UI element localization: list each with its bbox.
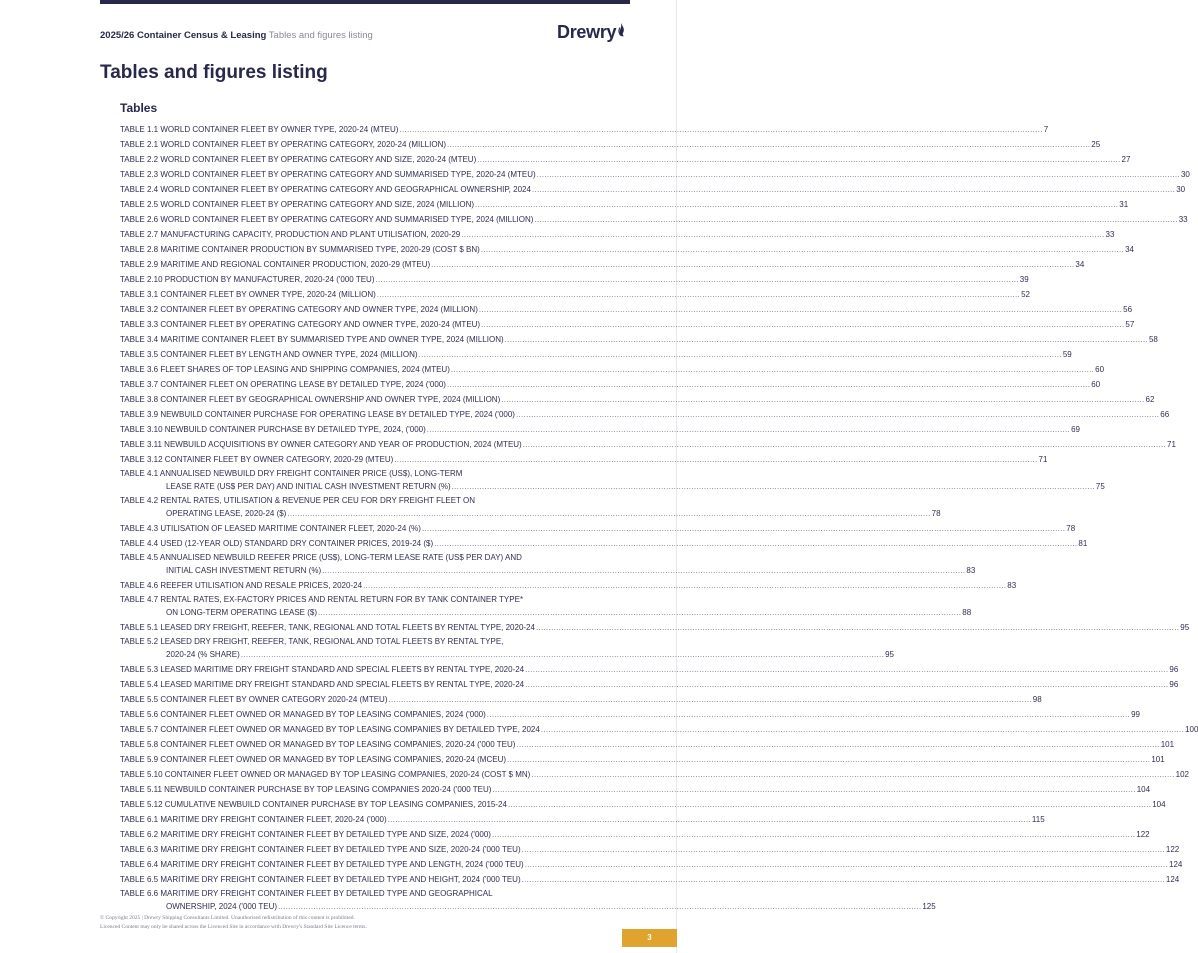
dot-leader [419,347,1062,362]
section-title: Tables and figures listing [268,30,373,41]
toc-entry-row [120,812,1045,827]
toc-entry-title: TABLE 5.3 LEASED MARITIME DRY FREIGHT STANDARD AND SPECIAL FLEETS BY RENTAL TYPE, 2020-24 [120,665,525,674]
toc-entry-title: TABLE 2.8 MARITIME CONTAINER PRODUCTION BY SUMMARISED TYPE, 2020-29 (COST $ BN) [120,245,480,254]
dot-leader [523,437,1166,452]
toc-page-number: 39 [1019,275,1029,284]
toc-entry-row [120,302,1133,317]
dot-leader [536,620,1179,635]
toc-entry-title: TABLE 1.1 WORLD CONTAINER FLEET BY OWNER TYPE, 2020-24 (MTEU) [120,125,399,134]
toc-entry-row [120,677,1179,692]
toc-entry-title: TABLE 3.12 CONTAINER FLEET BY OWNER CATEGORY, 2020-29 (MTEU) [120,455,394,464]
toc-page-number: 66 [1160,410,1170,419]
dot-leader [516,737,1159,752]
toc-page-number: 7 [1043,125,1049,134]
dot-leader [399,122,1042,137]
toc-entry[interactable] [120,362,1105,377]
toc-page-number: 71 [1167,440,1176,449]
toc-page-number: 100 [1185,725,1198,734]
toc-entry[interactable] [120,578,1017,593]
toc-entry[interactable] [120,272,1029,287]
dot-leader [388,692,1031,707]
toc-entry-row [120,737,1175,752]
toc-entry-row [120,227,1115,242]
dot-leader [501,392,1144,407]
toc-entry-title: TABLE 3.3 CONTAINER FLEET BY OPERATING CATEGORY AND OWNER TYPE, 2020-24 (MTEU) [120,320,481,329]
toc-entry-title: TABLE 6.3 MARITIME DRY FREIGHT CONTAINER FLEET BY DETAILED TYPE AND SIZE, 2020-24 ('000 TEU) [120,845,521,854]
toc-entry-title: TABLE 5.4 LEASED MARITIME DRY FREIGHT STANDARD AND SPECIAL FLEETS BY RENTAL TYPE, 2020-24 [120,680,525,689]
dot-leader [487,707,1130,722]
toc-entry-title: TABLE 2.3 WORLD CONTAINER FLEET BY OPERATING CATEGORY AND SUMMARISED TYPE, 2020-24 (MTEU) [120,170,536,179]
toc-entry-title: OPERATING LEASE, 2020-24 ($) [166,509,287,518]
toc-entry-title: TABLE 2.1 WORLD CONTAINER FLEET BY OPERATING CATEGORY, 2020-24 (MILLION) [120,140,447,149]
toc-entry[interactable] [120,857,1183,872]
dot-leader [532,182,1175,197]
toc-entry[interactable] [120,842,1180,857]
toc-entry-title: TABLE 5.11 NEWBUILD CONTAINER PURCHASE BY TOP LEASING COMPANIES 2020-24 ('000 TEU) [120,785,492,794]
toc-entry-title: TABLE 3.8 CONTAINER FLEET BY GEOGRAPHICAL OWNERSHIP AND OWNER TYPE, 2024 (MILLION) [120,395,501,404]
dot-leader [505,332,1148,347]
toc-entry[interactable] [120,437,1176,452]
dot-leader [431,257,1074,272]
toc-entry-title: 2020-24 (% SHARE) [166,650,240,659]
toc-entry[interactable] [120,257,1085,272]
toc-entry-title-line: TABLE 4.2 RENTAL RATES, UTILISATION & REVENUE PER CEU FOR DRY FREIGHT FLEET ON [120,496,476,505]
toc-entry-title: TABLE 3.7 CONTAINER FLEET ON OPERATING LEASE BY DETAILED TYPE, 2024 ('000) [120,380,446,389]
toc-page-number: 31 [1119,200,1129,209]
toc-entry-title: TABLE 5.7 CONTAINER FLEET OWNED OR MANAGED BY TOP LEASING COMPANIES BY DETAILED TYPE, 2024 [120,725,540,734]
toc-page-number: 101 [1151,755,1165,764]
dot-leader [287,507,930,520]
toc-entry-title: TABLE 5.5 CONTAINER FLEET BY OWNER CATEGORY 2020-24 (MTEU) [120,695,388,704]
dot-leader [388,812,1031,827]
dot-leader [475,197,1118,212]
logo-text: Drewry [557,22,617,42]
toc-entry-row [120,317,1135,332]
toc-entry-title: TABLE 2.2 WORLD CONTAINER FLEET BY OPERATING CATEGORY AND SIZE, 2020-24 (MTEU) [120,155,477,164]
toc-page-number: 57 [1125,320,1135,329]
toc-entry-row [120,452,1048,467]
toc-entry[interactable] [120,137,1101,152]
toc-entry-row [120,797,1166,812]
toc-page-number: 30 [1176,185,1186,194]
toc-page-number: 81 [1078,539,1088,548]
dot-leader [278,900,921,913]
drewry-logo [557,22,625,43]
dot-leader [525,857,1168,872]
toc-entry-row [120,182,1186,197]
toc-entry-row [120,872,1180,887]
toc-page-number: 95 [885,650,894,659]
toc-entry-row [120,407,1170,422]
toc-entry-title: TABLE 3.1 CONTAINER FLEET BY OWNER TYPE, 2020-24 (MILLION) [120,290,376,299]
toc-entry-title: TABLE 5.9 CONTAINER FLEET OWNED OR MANAGED BY TOP LEASING COMPANIES, 2020-24 (MCEU) [120,755,507,764]
toc-entry-title: LEASE RATE (US$ PER DAY) AND INITIAL CASH INVESTMENT RETURN (%) [166,482,451,491]
dot-leader [492,827,1135,842]
toc-entry-title: TABLE 3.9 NEWBUILD CONTAINER PURCHASE FOR OPERATING LEASE BY DETAILED TYPE, 2024 ('000) [120,410,515,419]
toc-entry-row [120,620,1190,635]
dot-leader [376,272,1019,287]
toc-entry[interactable] [120,242,1134,257]
toc-entry[interactable] [120,392,1155,407]
toc-entry-title: TABLE 5.10 CONTAINER FLEET OWNED OR MANAGED BY TOP LEASING COMPANIES, 2020-24 (COST $ MN) [120,770,531,779]
toc-entry-row [120,606,972,619]
toc-entry-title: TABLE 3.2 CONTAINER FLEET BY OPERATING CATEGORY AND OWNER TYPE, 2024 (MILLION) [120,305,478,314]
report-title: 2025/26 Container Census & Leasing [100,30,267,41]
toc-entry-row [120,564,976,577]
toc-entry[interactable] [120,494,941,520]
footer-line: © Copyright 2025 | Drewry Shipping Consultants Limited. Unauthorised redistribution of this content is prohibited. [100,915,355,921]
toc-page-number: 104 [1136,785,1151,794]
toc-entry-row [120,347,1072,362]
toc-page-number: 62 [1145,395,1155,404]
toc-entry[interactable] [120,887,936,913]
section-subtitle: Tables [120,101,158,115]
dot-leader [481,317,1124,332]
toc-entry-row [120,707,1140,722]
toc-page-number: 83 [1007,581,1017,590]
toc-entry-row [120,257,1085,272]
dot-leader [322,564,965,577]
dot-leader [481,242,1124,257]
toc-entry[interactable] [120,677,1179,692]
toc-entry[interactable] [120,452,1048,467]
toc-entry-row [120,857,1183,872]
toc-entry-row [120,480,1105,493]
dot-leader [461,227,1104,242]
toc-entry-row [120,272,1029,287]
toc-entry-title: TABLE 3.5 CONTAINER FLEET BY LENGTH AND OWNER TYPE, 2024 (MILLION) [120,350,418,359]
toc-entry-title: TABLE 6.2 MARITIME DRY FREIGHT CONTAINER FLEET BY DETAILED TYPE AND SIZE, 2024 ('000) [120,830,491,839]
toc-entry[interactable] [120,287,1030,302]
toc-entry[interactable] [120,347,1072,362]
toc-entry-row [120,422,1080,437]
toc-entry-row [120,662,1179,677]
toc-entry-title-line: TABLE 4.7 RENTAL RATES, EX-FACTORY PRICES AND RENTAL RETURN FOR BY TANK CONTAINER TYPE* [120,595,524,604]
toc-entry[interactable] [120,752,1165,767]
toc-entry[interactable] [120,227,1115,242]
toc-entry-row [120,722,1198,737]
toc-page-number: 95 [1180,623,1190,632]
toc-page-number: 96 [1169,680,1179,689]
toc-entry[interactable] [120,812,1045,827]
toc-entry-title: TABLE 3.6 FLEET SHARES OF TOP LEASING AND SHIPPING COMPANIES, 2024 (MTEU) [120,365,450,374]
dot-leader [477,152,1120,167]
toc-entry[interactable] [120,827,1150,842]
toc-page-number: 30 [1180,170,1190,179]
toc-entry-row [120,521,1076,536]
toc-entry[interactable] [120,722,1198,737]
dot-leader [516,407,1159,422]
toc-page-number: 34 [1125,245,1134,254]
toc-entry[interactable] [120,317,1135,332]
toc-entry-row [120,287,1030,302]
toc-entry-row [120,392,1155,407]
toc-page-number: 104 [1152,800,1166,809]
toc-entry-title-line: TABLE 4.1 ANNUALISED NEWBUILD DRY FREIGHT CONTAINER PRICE (US$), LONG-TERM [120,469,463,478]
toc-entry-row [120,578,1017,593]
toc-entry-row [120,332,1158,347]
toc-entry-title: TABLE 2.9 MARITIME AND REGIONAL CONTAINER PRODUCTION, 2020-29 (MTEU) [120,260,431,269]
toc-entry-row [120,692,1042,707]
toc-entry-row [120,197,1129,212]
toc-page-number: 33 [1105,230,1115,239]
dot-leader [422,521,1065,536]
dot-leader [479,302,1122,317]
toc-page-number: 27 [1121,155,1131,164]
toc-entry-title: TABLE 2.6 WORLD CONTAINER FLEET BY OPERATING CATEGORY AND SUMMARISED TYPE, 2024 (MILLION) [120,215,534,224]
dot-leader [377,287,1020,302]
dot-leader [525,677,1168,692]
toc-entry[interactable] [120,521,1076,536]
toc-entry[interactable] [120,635,894,661]
footer-line: Licenced Content may only be shared across the Licenced Site in accordance with Drewry's Standard Site Licence terms. [100,924,367,930]
toc-entry-title: TABLE 3.4 MARITIME CONTAINER FLEET BY SUMMARISED TYPE AND OWNER TYPE, 2024 (MILLION) [120,335,504,344]
toc-page-number: 58 [1148,335,1158,344]
toc-entry[interactable] [120,872,1180,887]
toc-entry-title: TABLE 5.8 CONTAINER FLEET OWNED OR MANAGED BY TOP LEASING COMPANIES, 2020-24 ('000 TEU) [120,740,516,749]
toc-page-number: 33 [1178,215,1188,224]
toc-entry-title: TABLE 5.1 LEASED DRY FREIGHT, REEFER, TANK, REGIONAL AND TOTAL FLEETS BY RENTAL TYPE, 2020-24 [120,623,535,632]
dot-leader [363,578,1006,593]
toc-entry-row [120,437,1176,452]
toc-entry-row [120,767,1189,782]
toc-entry[interactable] [120,620,1190,635]
toc-page-number: 75 [1095,482,1105,491]
toc-entry[interactable] [120,797,1166,812]
toc-page-number: 99 [1131,710,1140,719]
toc-entry[interactable] [120,662,1179,677]
dot-leader [537,167,1180,182]
toc-entry[interactable] [120,593,972,619]
dot-leader [492,782,1135,797]
toc-page-number: 122 [1136,830,1150,839]
dot-leader [427,422,1070,437]
toc-entry[interactable] [120,212,1188,227]
toc-entry-row [120,648,894,661]
toc-entry-row [120,377,1101,392]
toc-page-number: 124 [1169,860,1183,869]
toc-page-number: 56 [1123,305,1133,314]
toc-entry[interactable] [120,551,976,577]
toc-entry-title: TABLE 2.4 WORLD CONTAINER FLEET BY OPERATING CATEGORY AND GEOGRAPHICAL OWNERSHIP, 2024 [120,185,531,194]
toc-page-number: 96 [1169,665,1179,674]
dot-leader [507,752,1150,767]
toc-entry-row [120,152,1131,167]
toc-page-number: 69 [1071,425,1080,434]
toc-page-number: 124 [1165,875,1180,884]
toc-page-number: 60 [1095,365,1105,374]
tables-listing [120,122,1198,914]
toc-page-number: 88 [962,608,972,617]
toc-entry[interactable] [120,302,1133,317]
toc-page-number: 34 [1075,260,1085,269]
toc-entry-row [120,167,1190,182]
toc-page-number: 78 [931,509,941,518]
toc-page-number: 122 [1165,845,1180,854]
toc-entry-title: TABLE 3.11 NEWBUILD ACQUISITIONS BY OWNER CATEGORY AND YEAR OF PRODUCTION, 2024 (MTEU) [120,440,522,449]
toc-entry-row [120,507,941,520]
page-title: Tables and figures listing [100,62,328,83]
dot-leader [434,536,1077,551]
dot-leader [522,842,1165,857]
toc-page-number: 25 [1091,140,1101,149]
toc-page-number: 115 [1031,815,1045,824]
toc-entry-title: ON LONG-TERM OPERATING LEASE ($) [166,608,317,617]
toc-entry[interactable] [120,377,1101,392]
toc-entry[interactable] [120,407,1170,422]
toc-entry-title-line: TABLE 5.2 LEASED DRY FREIGHT, REEFER, TANK, REGIONAL AND TOTAL FLEETS BY RENTAL TYPE, [120,637,504,646]
toc-entry-title: TABLE 6.4 MARITIME DRY FREIGHT CONTAINER FLEET BY DETAILED TYPE AND LENGTH, 2024 ('000 TEU) [120,860,524,869]
toc-page-number: 60 [1091,380,1101,389]
dot-leader [531,767,1174,782]
toc-entry-row [120,752,1165,767]
toc-entry-row [120,242,1134,257]
page-number-badge: 3 [622,929,677,947]
toc-entry-title: TABLE 4.3 UTILISATION OF LEASED MARITIME CONTAINER FLEET, 2020-24 (%) [120,524,421,533]
dot-leader [318,606,961,619]
toc-entry-title: OWNERSHIP, 2024 ('000 TEU) [166,902,278,911]
toc-entry-row [120,362,1105,377]
toc-entry-row [120,900,936,913]
dot-leader [541,722,1184,737]
toc-entry-title: TABLE 5.12 CUMULATIVE NEWBUILD CONTAINER PURCHASE BY TOP LEASING COMPANIES, 2015-24 [120,800,507,809]
toc-entry[interactable] [120,167,1190,182]
dot-leader [522,872,1165,887]
dot-leader [525,662,1168,677]
toc-entry[interactable] [120,152,1131,167]
toc-page-number: 102 [1175,770,1189,779]
toc-entry[interactable] [120,122,1049,137]
toc-page-number: 52 [1021,290,1030,299]
toc-entry-title-line: TABLE 6.6 MARITIME DRY FREIGHT CONTAINER FLEET BY DETAILED TYPE AND GEOGRAPHICAL [120,889,493,898]
toc-entry-row [120,536,1088,551]
toc-entry-row [120,827,1150,842]
toc-entry-title: TABLE 5.6 CONTAINER FLEET OWNED OR MANAGED BY TOP LEASING COMPANIES, 2024 ('000) [120,710,486,719]
toc-entry-title: TABLE 4.4 USED (12-YEAR OLD) STANDARD DRY CONTAINER PRICES, 2019-24 ($) [120,539,434,548]
toc-entry[interactable] [120,767,1189,782]
toc-entry-title: INITIAL CASH INVESTMENT RETURN (%) [166,566,322,575]
toc-entry[interactable] [120,197,1129,212]
copyright-footer [100,914,367,932]
toc-entry[interactable] [120,707,1140,722]
toc-page-number: 59 [1062,350,1072,359]
toc-entry-title: TABLE 4.6 REEFER UTILISATION AND RESALE PRICES, 2020-24 [120,581,363,590]
toc-entry[interactable] [120,782,1151,797]
running-header [100,30,373,41]
dot-leader [452,480,1095,493]
dot-leader [394,452,1037,467]
toc-entry[interactable] [120,467,1105,493]
toc-page-number: 101 [1160,740,1175,749]
dot-leader [451,362,1094,377]
logo-flame-icon [617,23,625,39]
toc-entry-title: TABLE 2.5 WORLD CONTAINER FLEET BY OPERATING CATEGORY AND SIZE, 2024 (MILLION) [120,200,475,209]
dot-leader [534,212,1177,227]
dot-leader [241,648,884,661]
dot-leader [508,797,1151,812]
toc-entry-title: TABLE 2.7 MANUFACTURING CAPACITY, PRODUCTION AND PLANT UTILISATION, 2020-29 [120,230,461,239]
toc-entry[interactable] [120,332,1158,347]
toc-entry[interactable] [120,737,1175,752]
toc-entry[interactable] [120,692,1042,707]
toc-page-number: 78 [1066,524,1076,533]
toc-page-number: 125 [922,902,936,911]
toc-page-number: 71 [1038,455,1048,464]
toc-entry-row [120,212,1188,227]
toc-entry[interactable] [120,422,1080,437]
toc-entry-title: TABLE 6.5 MARITIME DRY FREIGHT CONTAINER FLEET BY DETAILED TYPE AND HEIGHT, 2024 ('000 TEU) [120,875,521,884]
dot-leader [447,137,1090,152]
toc-entry-title: TABLE 3.10 NEWBUILD CONTAINER PURCHASE BY DETAILED TYPE, 2024, ('000) [120,425,426,434]
toc-entry[interactable] [120,182,1186,197]
toc-entry-title-line: TABLE 4.5 ANNUALISED NEWBUILD REEFER PRICE (US$), LONG-TERM LEASE RATE (US$ PER DAY) AND [120,553,522,562]
toc-entry[interactable] [120,536,1088,551]
dot-leader [447,377,1090,392]
toc-entry-row [120,122,1049,137]
toc-page-number: 83 [966,566,976,575]
toc-entry-title: TABLE 6.1 MARITIME DRY FREIGHT CONTAINER FLEET, 2020-24 ('000) [120,815,387,824]
top-accent-bar [100,0,630,4]
toc-entry-row [120,137,1101,152]
toc-entry-row [120,842,1180,857]
toc-entry-title: TABLE 2.10 PRODUCTION BY MANUFACTURER, 2020-24 ('000 TEU) [120,275,375,284]
toc-entry-row [120,782,1151,797]
toc-page-number: 98 [1032,695,1042,704]
